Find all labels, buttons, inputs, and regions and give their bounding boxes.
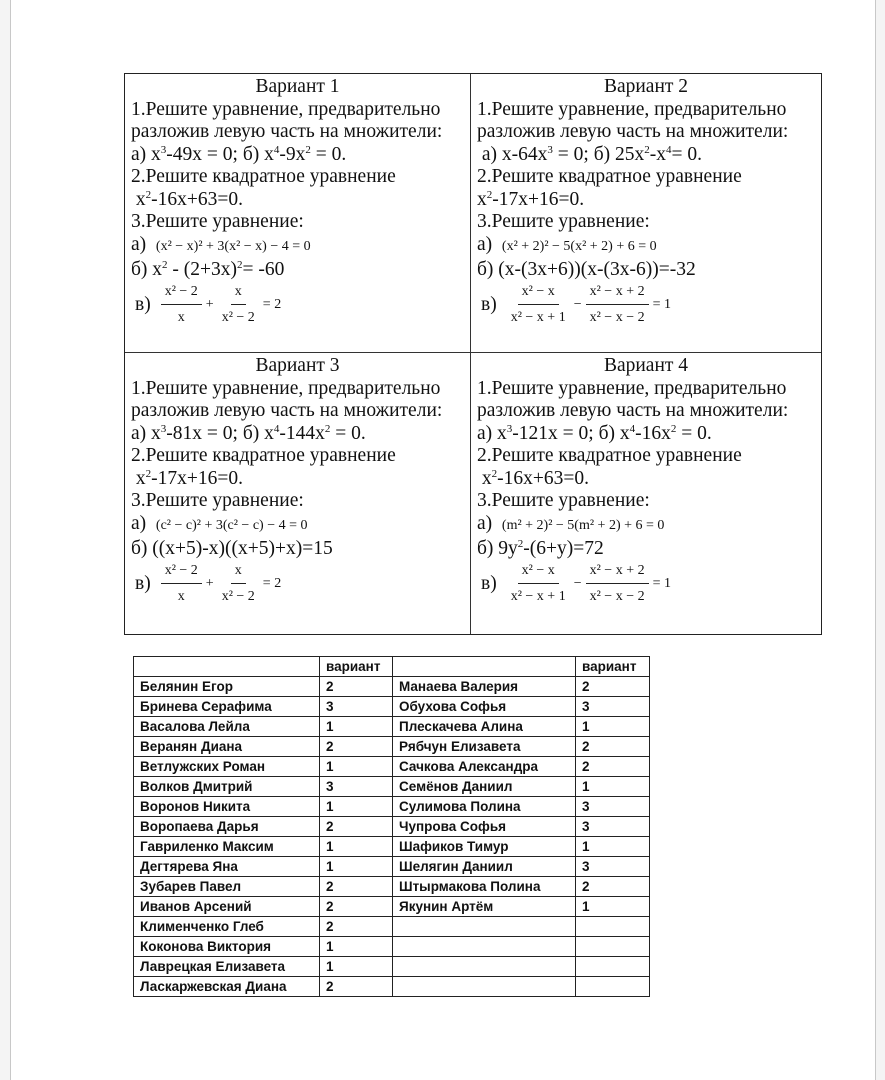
task2-text: 2.Решите квадратное уравнение <box>131 166 396 187</box>
variant-number: 3 <box>320 777 393 797</box>
variant-3-cell <box>125 353 471 634</box>
item-label: в) <box>481 294 497 315</box>
variant-number: 3 <box>576 797 650 817</box>
item-label: в) <box>135 573 151 594</box>
variant-title: Вариант 1 <box>255 76 340 97</box>
task1-text: разложив левую часть на множители: <box>477 121 789 142</box>
task2-equation: $x^2-16x+63=0$. <box>477 467 589 489</box>
student-name: Чупрова Софья <box>393 817 576 837</box>
student-name: Коконова Виктория <box>134 937 320 957</box>
operator: − <box>573 297 582 312</box>
variant-number <box>576 977 650 997</box>
header-name-right <box>393 657 576 677</box>
student-name: Бринева Серафима <box>134 697 320 717</box>
task1-text: 1.Решите уравнение, предварительно <box>131 377 441 399</box>
task3-c <box>477 562 815 606</box>
table-row <box>134 757 650 777</box>
variant-number: 3 <box>576 817 650 837</box>
task3-title: 3.Решите уравнение: <box>477 490 650 511</box>
task3-a <box>477 234 815 259</box>
item-label: а) <box>131 512 147 534</box>
variant-number <box>576 957 650 977</box>
variant-number: 2 <box>576 677 650 697</box>
numerator: x² − 2 <box>161 560 202 585</box>
task1-equation: а) $x^3-49x = 0$; б) $x^4-9x^2 = 0$. <box>131 143 347 165</box>
variant-number: 2 <box>576 877 650 897</box>
variant-number: 2 <box>320 677 393 697</box>
variant-number: 1 <box>576 717 650 737</box>
item-label: а) <box>477 512 493 534</box>
student-name <box>393 977 576 997</box>
task3-a <box>477 513 815 538</box>
task1-equation: а) $x-64x^3 = 0$; б) $25x^2-x^4= 0$. <box>477 143 702 165</box>
operator: + <box>205 297 214 312</box>
task1-equation: а) $x^3-81x = 0$; б) $x^4-144x^2 = 0$. <box>131 422 366 444</box>
table-row <box>134 957 650 977</box>
task1-text: разложив левую часть на множители: <box>131 400 443 421</box>
task2-text: 2.Решите квадратное уравнение <box>477 445 742 466</box>
task3-b: б) ((x+5)-x)((x+5)+x)=15 <box>131 537 333 559</box>
variant-number: 1 <box>320 857 393 877</box>
table-row <box>134 877 650 897</box>
variant-number <box>576 937 650 957</box>
item-label: а) <box>477 233 493 255</box>
student-name: Обухова Софья <box>393 697 576 717</box>
task3-a-equation: (m² + 2)² − 5(m² + 2) + 6 = 0 <box>501 517 665 533</box>
fraction <box>507 560 570 609</box>
variant-number: 1 <box>576 837 650 857</box>
student-name: Сачкова Александра <box>393 757 576 777</box>
variant-2-cell <box>471 74 821 353</box>
fraction <box>161 281 202 330</box>
student-name: Васалова Лейла <box>134 717 320 737</box>
table-header-row <box>134 657 650 677</box>
student-name: Волков Дмитрий <box>134 777 320 797</box>
variant-number: 2 <box>576 737 650 757</box>
task1-text: разложив левую часть на множители: <box>131 121 443 142</box>
denominator: x <box>177 589 185 605</box>
rhs: = 1 <box>652 576 672 591</box>
table-row <box>134 817 650 837</box>
student-name: Шафиков Тимур <box>393 837 576 857</box>
student-name: Клименченко Глеб <box>134 917 320 937</box>
variant-number: 1 <box>576 777 650 797</box>
variant-number: 2 <box>320 877 393 897</box>
task1-text: 1.Решите уравнение, предварительно <box>131 98 441 120</box>
student-name: Шелягин Даниил <box>393 857 576 877</box>
student-roster-table <box>133 656 650 997</box>
variant-number: 2 <box>320 737 393 757</box>
variant-title: Вариант 2 <box>603 76 689 97</box>
student-name: Дегтярева Яна <box>134 857 320 877</box>
denominator: x² − 2 <box>221 589 255 605</box>
variant-number: 1 <box>576 897 650 917</box>
variant-number: 3 <box>576 697 650 717</box>
variant-title: Вариант 3 <box>255 355 340 376</box>
task3-a-equation: (x² + 2)² − 5(x² + 2) + 6 = 0 <box>501 238 657 254</box>
table-row <box>134 677 650 697</box>
task2-equation: $x^2-16x+63=0$. <box>131 188 243 210</box>
task3-c <box>131 562 464 606</box>
student-name: Штырмакова Полина <box>393 877 576 897</box>
variant-number: 1 <box>320 937 393 957</box>
task3-b: б) $x^2 - (2+3x)^2= -60$ <box>131 258 285 280</box>
denominator: x <box>177 310 185 326</box>
task3-c <box>477 283 815 327</box>
variant-number: 1 <box>320 757 393 777</box>
rhs: = 1 <box>652 297 672 312</box>
denominator: x² − x + 1 <box>510 589 566 605</box>
student-name: Якунин Артём <box>393 897 576 917</box>
numerator: x <box>231 560 246 585</box>
variant-number: 1 <box>320 797 393 817</box>
table-row <box>134 937 650 957</box>
student-name: Белянин Егор <box>134 677 320 697</box>
numerator: x² − x + 2 <box>586 560 649 585</box>
student-name: Веранян Диана <box>134 737 320 757</box>
fraction <box>218 281 259 330</box>
variant-number: 3 <box>576 857 650 877</box>
numerator: x <box>231 281 246 306</box>
rhs: = 2 <box>262 297 282 312</box>
variants-table <box>124 73 822 635</box>
task3-b: б) (x-(3x+6))(x-(3x-6))=-32 <box>477 258 696 280</box>
task3-a <box>131 234 464 259</box>
task1-equation: а) $x^3-121x = 0$; б) $x^4-16x^2 = 0$. <box>477 422 712 444</box>
operator: − <box>573 576 582 591</box>
fraction <box>507 281 570 330</box>
variant-number: 2 <box>576 757 650 777</box>
numerator: x² − 2 <box>161 281 202 306</box>
student-name: Гавриленко Максим <box>134 837 320 857</box>
table-row <box>134 717 650 737</box>
fraction <box>586 281 649 330</box>
task2-equation: $x^2-17x+16=0$. <box>131 467 243 489</box>
task3-a <box>131 513 464 538</box>
student-name <box>393 957 576 977</box>
variant-number: 2 <box>320 977 393 997</box>
operator: + <box>205 576 214 591</box>
header-variant-left: вариант <box>320 657 393 677</box>
fraction <box>161 560 202 609</box>
table-row <box>134 857 650 877</box>
variant-4-cell <box>471 353 821 634</box>
denominator: x² − x − 2 <box>589 589 645 605</box>
student-name: Лаврецкая Елизавета <box>134 957 320 977</box>
item-label: а) <box>131 233 147 255</box>
fraction <box>218 560 259 609</box>
task2-equation: $x^2-17x+16=0$. <box>477 188 585 210</box>
task1-text: разложив левую часть на множители: <box>477 400 789 421</box>
table-row <box>134 797 650 817</box>
student-name: Воропаева Дарья <box>134 817 320 837</box>
numerator: x² − x + 2 <box>586 281 649 306</box>
student-name: Рябчун Елизавета <box>393 737 576 757</box>
student-name: Воронов Никита <box>134 797 320 817</box>
table-row <box>134 697 650 717</box>
student-name: Плескачева Алина <box>393 717 576 737</box>
task1-text: 1.Решите уравнение, предварительно <box>477 98 787 120</box>
variant-number: 3 <box>320 697 393 717</box>
variant-title: Вариант 4 <box>603 355 689 376</box>
variant-number: 2 <box>320 897 393 917</box>
table-row <box>134 777 650 797</box>
variant-number: 1 <box>320 717 393 737</box>
student-name: Иванов Арсений <box>134 897 320 917</box>
table-row <box>134 917 650 937</box>
task3-title: 3.Решите уравнение: <box>477 211 650 232</box>
table-row <box>134 737 650 757</box>
student-name: Ласкаржевская Диана <box>134 977 320 997</box>
task3-b: б) $9y^2-(6+y)=72$ <box>477 537 604 559</box>
table-row <box>134 977 650 997</box>
rhs: = 2 <box>262 576 282 591</box>
task3-title: 3.Решите уравнение: <box>131 211 304 232</box>
student-name: Сулимова Полина <box>393 797 576 817</box>
variant-number <box>576 917 650 937</box>
student-name: Зубарев Павел <box>134 877 320 897</box>
variant-number: 2 <box>320 817 393 837</box>
variant-1-cell <box>125 74 471 353</box>
denominator: x² − x + 1 <box>510 310 566 326</box>
task2-text: 2.Решите квадратное уравнение <box>131 445 396 466</box>
task3-a-equation: (x² − x)² + 3(x² − x) − 4 = 0 <box>155 238 311 254</box>
item-label: в) <box>135 294 151 315</box>
table-row <box>134 897 650 917</box>
header-variant-right: вариант <box>576 657 650 677</box>
item-label: в) <box>481 573 497 594</box>
table-row <box>134 837 650 857</box>
student-name <box>393 917 576 937</box>
student-name: Семёнов Даниил <box>393 777 576 797</box>
student-name: Ветлужских Роман <box>134 757 320 777</box>
variant-number: 1 <box>320 957 393 977</box>
denominator: x² − x − 2 <box>589 310 645 326</box>
denominator: x² − 2 <box>221 310 255 326</box>
task2-text: 2.Решите квадратное уравнение <box>477 166 742 187</box>
task3-title: 3.Решите уравнение: <box>131 490 304 511</box>
variant-number: 1 <box>320 837 393 857</box>
student-name: Манаева Валерия <box>393 677 576 697</box>
numerator: x² − x <box>518 281 559 306</box>
task1-text: 1.Решите уравнение, предварительно <box>477 377 787 399</box>
task3-a-equation: (c² − c)² + 3(c² − c) − 4 = 0 <box>155 517 308 533</box>
header-name-left <box>134 657 320 677</box>
numerator: x² − x <box>518 560 559 585</box>
fraction <box>586 560 649 609</box>
task3-c <box>131 283 464 327</box>
student-name <box>393 937 576 957</box>
variant-number: 2 <box>320 917 393 937</box>
